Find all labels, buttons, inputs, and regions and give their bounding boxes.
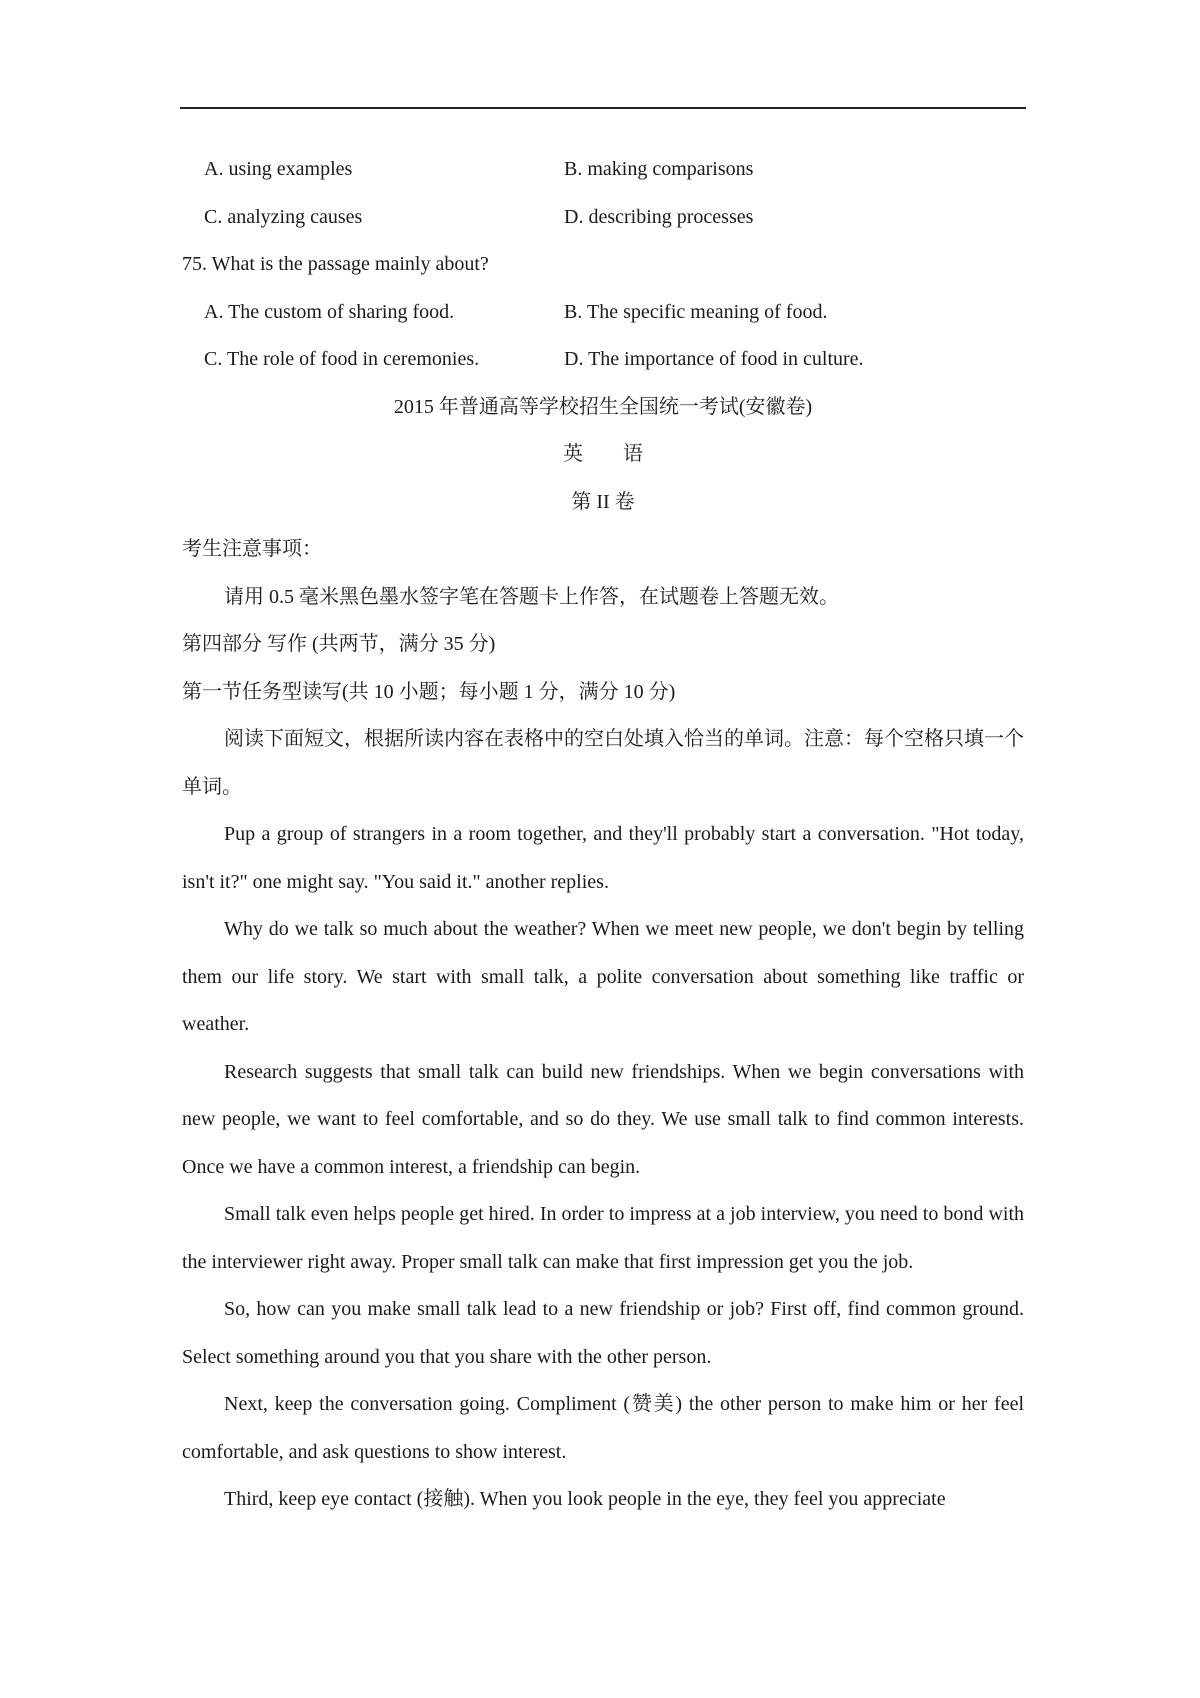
passage-paragraph: Research suggests that small talk can build new friendships. When we begin conversations with new people, we want to feel comfortable, and so do they. We use small talk to find common interests. Once we have a common interest, a friendship can begin. [182,1060,1024,1178]
passage-paragraph: Pup a group of strangers in a room together, and they'll probably start a conversation. "Hot today, isn't it?" one might say. "You said it." another replies. [182,823,1024,893]
section1-heading: 第一节任务型读写(共 10 小题；每小题 1 分，满分 10 分) [182,680,676,703]
passage-paragraph: Why do we talk so much about the weather? When we meet new people, we don't begin by telling them our life story. We start with small talk, a polite conversation about something like traffic or weather. [182,918,1024,1035]
option-a: A. The custom of sharing food. [204,300,455,323]
option-d: D. describing processes [564,205,754,228]
passage-paragraph: Third, keep eye contact (接触). When you look people in the eye, they feel you appreciate [224,1488,946,1510]
option-c: C. analyzing causes [204,205,363,228]
volume-title: 第 II 卷 [571,490,635,513]
option-c: C. The role of food in ceremonies. [204,348,480,370]
option-a: A. using examples [204,158,353,180]
passage-paragraph: So, how can you make small talk lead to a new friendship or job? First off, find common ground. Select something around you that you share with the other person. [182,1298,1024,1368]
option-row-q75-ab [182,289,1024,337]
exam-page-content [182,146,1024,1524]
option-b: B. The specific meaning of food. [564,300,828,323]
notice-text: 请用 0.5 毫米黑色墨水签字笔在答题卡上作答，在试题卷上答题无效。 [224,585,839,608]
subject-title [182,431,1024,479]
exam-title: 2015 年普通高等学校招生全国统一考试(安徽卷) [393,395,813,418]
option-d: D. The importance of food in culture. [564,348,864,370]
option-row-q74-ab [182,146,1024,194]
subject-char-2: 语 [623,443,643,465]
instructions: 阅读下面短文，根据所读内容在表格中的空白处填入恰当的单词。注意：每个空格只填一个单词。 [182,728,1024,798]
part4-heading: 第四部分 写作 (共两节，满分 35 分) [182,633,496,655]
question-75-stem: 75. What is the passage mainly about? [182,253,489,275]
subject-char-1: 英 [563,443,583,465]
header-rule [180,107,1026,109]
passage-paragraph: Next, keep the conversation going. Compliment (赞美) the other person to make him or her feel comfortable, and ask questions to show interest. [182,1393,1024,1463]
option-row-q74-cd [182,194,1024,242]
option-row-q75-cd [182,336,1024,384]
notice-heading: 考生注意事项： [182,538,322,560]
option-b: B. making comparisons [564,158,754,180]
passage-paragraph: Small talk even helps people get hired. In order to impress at a job interview, you need to bond with the interviewer right away. Proper small talk can make that first impression get you the job. [182,1203,1024,1273]
